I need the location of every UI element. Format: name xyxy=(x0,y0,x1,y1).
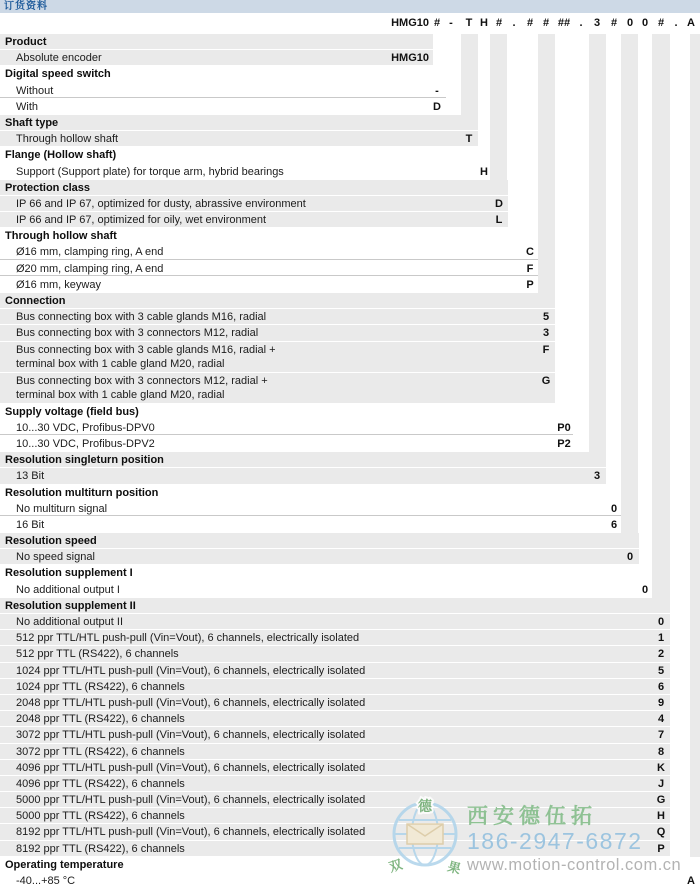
order-code-symbol: # xyxy=(433,17,441,29)
section-header-row xyxy=(0,565,700,581)
order-code-cell: 0 xyxy=(657,616,665,628)
option-label: 13 Bit xyxy=(16,470,45,483)
option-label: 512 ppr TTL/HTL push-pull (Vin=Vout), 6 channels, electrically isolated xyxy=(16,632,360,645)
column-strip xyxy=(690,34,700,857)
option-label: With xyxy=(16,100,38,113)
section xyxy=(0,565,700,597)
option-label: Through hollow shaft xyxy=(16,133,119,146)
section-header-label: Digital speed switch xyxy=(5,68,111,81)
option-label: Ø16 mm, keyway xyxy=(16,278,101,291)
option-label: Bus connecting box with 3 cable glands M16, radial xyxy=(16,311,267,324)
option-row xyxy=(0,468,700,484)
order-code-symbol: ## xyxy=(557,17,571,29)
option-row xyxy=(0,501,700,517)
order-code-symbol: . xyxy=(579,17,583,29)
order-code-symbol: 0 xyxy=(641,17,649,29)
order-code-cell: K xyxy=(657,761,665,774)
order-code-symbol: T xyxy=(465,17,473,29)
option-row xyxy=(0,727,700,743)
title-bar xyxy=(0,0,700,13)
option-label: 4096 ppr TTL/HTL push-pull (Vin=Vout), 6 channels, electrically isolated xyxy=(16,761,366,774)
order-code-cell: G xyxy=(541,374,551,387)
order-code-symbol: - xyxy=(449,17,453,29)
section-header-label: Resolution singleturn position xyxy=(5,454,164,467)
order-code-symbol: # xyxy=(542,17,550,29)
section-header-label: Supply voltage (field bus) xyxy=(5,405,139,418)
order-code-symbol: # xyxy=(610,17,618,29)
order-code-symbol: A xyxy=(687,17,695,29)
order-code-symbol: H xyxy=(480,17,488,29)
option-row xyxy=(0,744,700,760)
order-code-cell: T xyxy=(465,133,473,146)
option-label: No additional output I xyxy=(16,583,120,596)
order-code-cell: 6 xyxy=(610,518,618,531)
page-title: 订货资料 xyxy=(4,1,48,12)
order-code-cell: L xyxy=(495,214,503,227)
option-label: IP 66 and IP 67, optimized for dusty, abrassive environment xyxy=(16,197,306,210)
section-header-label: Protection class xyxy=(5,181,90,194)
section xyxy=(0,857,700,889)
section-header-row xyxy=(0,598,700,614)
order-code-cell: Q xyxy=(656,826,666,839)
order-code-cell: H xyxy=(657,810,665,823)
order-code-cell: 5 xyxy=(542,311,550,324)
option-row xyxy=(0,679,700,695)
option-label: 1024 ppr TTL (RS422), 6 channels xyxy=(16,680,185,693)
order-code-symbol: . xyxy=(512,17,516,29)
option-label: 4096 ppr TTL (RS422), 6 channels xyxy=(16,777,185,790)
option-label: 8192 ppr TTL/HTL push-pull (Vin=Vout), 6 channels, electrically isolated xyxy=(16,826,366,839)
globe-char-left: 双 xyxy=(387,856,405,875)
section-header-label: Resolution multiturn position xyxy=(5,486,159,499)
section xyxy=(0,452,700,484)
section-header-label: Resolution supplement II xyxy=(5,599,136,612)
option-label: No multiturn signal xyxy=(16,502,108,515)
option-label: 10...30 VDC, Profibus-DPV0 xyxy=(16,421,155,434)
section-header-label: Product xyxy=(5,36,47,48)
order-code-symbol: 3 xyxy=(593,17,601,29)
order-code-cell: - xyxy=(435,84,439,97)
order-code-cell: F xyxy=(526,262,534,275)
option-label: Support (Support plate) for torque arm, hybrid bearings xyxy=(16,165,284,178)
section-header-row xyxy=(0,857,700,873)
option-row xyxy=(0,663,700,679)
option-row xyxy=(0,549,700,565)
order-code-cell: 3 xyxy=(593,470,601,483)
order-code-cell: A xyxy=(687,875,695,887)
row-band xyxy=(0,293,555,308)
column-strip xyxy=(461,34,478,115)
watermark-phone: 186-2947-6872 xyxy=(467,828,643,854)
order-code-cell: 0 xyxy=(641,583,649,596)
order-code-cell: 7 xyxy=(657,729,665,742)
order-code-cell: D xyxy=(495,197,503,210)
row-band xyxy=(0,873,700,888)
order-code-cell: H xyxy=(480,165,488,178)
order-code-cell: D xyxy=(433,100,441,113)
order-code-symbol: . xyxy=(674,17,678,29)
order-code-cell: 9 xyxy=(657,696,665,709)
section xyxy=(0,533,700,565)
option-row xyxy=(0,711,700,727)
option-label: Bus connecting box with 3 cable glands M16, radial + xyxy=(16,343,276,356)
section-header-label: Connection xyxy=(5,295,66,307)
option-label: 5000 ppr TTL (RS422), 6 channels xyxy=(16,810,185,823)
order-code-cell: P0 xyxy=(557,421,571,434)
option-row xyxy=(0,760,700,776)
option-label: No speed signal xyxy=(16,551,95,564)
option-row xyxy=(0,792,700,808)
order-code-cell: 0 xyxy=(610,502,618,515)
option-label: 3072 ppr TTL/HTL push-pull (Vin=Vout), 6 channels, electrically isolated xyxy=(16,729,366,742)
column-strip xyxy=(621,34,638,533)
option-label: 1024 ppr TTL/HTL push-pull (Vin=Vout), 6 channels, electrically isolated xyxy=(16,664,366,677)
option-label: 8192 ppr TTL (RS422), 6 channels xyxy=(16,842,185,855)
option-row xyxy=(0,646,700,662)
order-code-symbol: # xyxy=(657,17,665,29)
order-code-cell: P xyxy=(526,278,534,291)
order-code-cell: J xyxy=(657,777,665,790)
option-row xyxy=(0,873,700,889)
option-label: Ø20 mm, clamping ring, A end xyxy=(16,262,164,275)
order-code-cell: P xyxy=(657,842,665,855)
option-label: 16 Bit xyxy=(16,518,45,531)
section-header-row xyxy=(0,533,700,549)
column-strip xyxy=(589,34,606,452)
option-label: Absolute encoder xyxy=(16,52,102,65)
section-header-label: Shaft type xyxy=(5,116,59,129)
order-code-cell: 5 xyxy=(657,664,665,677)
order-code-cell: 4 xyxy=(657,713,665,726)
watermark-website: www.motion-control.com.cn xyxy=(467,856,682,874)
option-row xyxy=(0,517,700,533)
section-header-row xyxy=(0,452,700,468)
globe-char-right: 果 xyxy=(445,858,463,877)
option-label: Bus connecting box with 3 connectors M12, radial xyxy=(16,327,259,340)
order-code-prefix: HMG10 xyxy=(391,17,429,29)
option-row xyxy=(0,824,700,840)
column-strip xyxy=(652,34,670,598)
row-band xyxy=(0,468,606,483)
section-header-label: Operating temperature xyxy=(5,858,124,871)
order-code-cell: C xyxy=(526,246,534,259)
option-label: 2048 ppr TTL/HTL push-pull (Vin=Vout), 6 channels, electrically isolated xyxy=(16,696,366,709)
option-label: No additional output II xyxy=(16,616,124,628)
order-code-symbol: 0 xyxy=(626,17,634,29)
order-code-cell: 8 xyxy=(657,745,665,758)
option-label: 3072 ppr TTL (RS422), 6 channels xyxy=(16,745,185,758)
option-label: Ø16 mm, clamping ring, A end xyxy=(16,246,164,259)
row-band xyxy=(0,83,446,98)
row-band xyxy=(0,549,639,564)
column-strip xyxy=(538,34,555,293)
order-code-cell: 0 xyxy=(626,551,634,564)
row-band xyxy=(0,99,446,114)
watermark-company: 西安德伍拓 xyxy=(467,805,597,828)
option-row xyxy=(0,695,700,711)
row-band xyxy=(0,115,478,130)
option-row xyxy=(0,582,700,598)
section xyxy=(0,485,700,534)
order-code-cell: G xyxy=(656,794,666,807)
option-label: Without xyxy=(16,84,54,97)
option-label: Bus connecting box with 3 connectors M12, radial + xyxy=(16,374,268,387)
option-label: 512 ppr TTL (RS422), 6 channels xyxy=(16,648,179,661)
order-code-cell: F xyxy=(542,343,550,356)
section-header-label: Flange (Hollow shaft) xyxy=(5,149,117,162)
option-label-line2: terminal box with 1 cable gland M20, radial xyxy=(16,389,225,402)
option-row xyxy=(0,776,700,792)
row-band xyxy=(0,517,623,532)
order-code-cell: 6 xyxy=(657,680,665,693)
section xyxy=(0,598,700,857)
option-label: 2048 ppr TTL (RS422), 6 channels xyxy=(16,713,185,726)
section-header-label: Through hollow shaft xyxy=(5,230,117,243)
order-code-symbol: # xyxy=(495,17,503,29)
option-row xyxy=(0,841,700,857)
option-label: 5000 ppr TTL/HTL push-pull (Vin=Vout), 6 channels, electrically isolated xyxy=(16,794,366,807)
section-header-label: Resolution supplement I xyxy=(5,567,133,580)
option-label: 10...30 VDC, Profibus-DPV2 xyxy=(16,437,155,450)
order-code-cell: P2 xyxy=(557,437,571,450)
order-code-cell: HMG10 xyxy=(391,52,429,65)
order-code-cell: 2 xyxy=(657,648,665,661)
row-band xyxy=(0,34,433,49)
option-label: -40...+85 °C xyxy=(16,875,76,887)
section-header-row xyxy=(0,485,700,501)
section-header-label: Resolution speed xyxy=(5,535,97,548)
order-code-cell: 1 xyxy=(657,632,665,645)
option-row xyxy=(0,614,700,630)
option-row xyxy=(0,630,700,646)
column-strip xyxy=(490,34,507,180)
option-label-line2: terminal box with 1 cable gland M20, radial xyxy=(16,358,225,371)
order-code-cell: 3 xyxy=(542,327,550,340)
option-row xyxy=(0,808,700,824)
option-label: IP 66 and IP 67, optimized for oily, wet environment xyxy=(16,214,267,227)
order-code-symbol: # xyxy=(526,17,534,29)
globe-char-top: 德 xyxy=(418,798,432,814)
order-code-header xyxy=(0,13,700,34)
